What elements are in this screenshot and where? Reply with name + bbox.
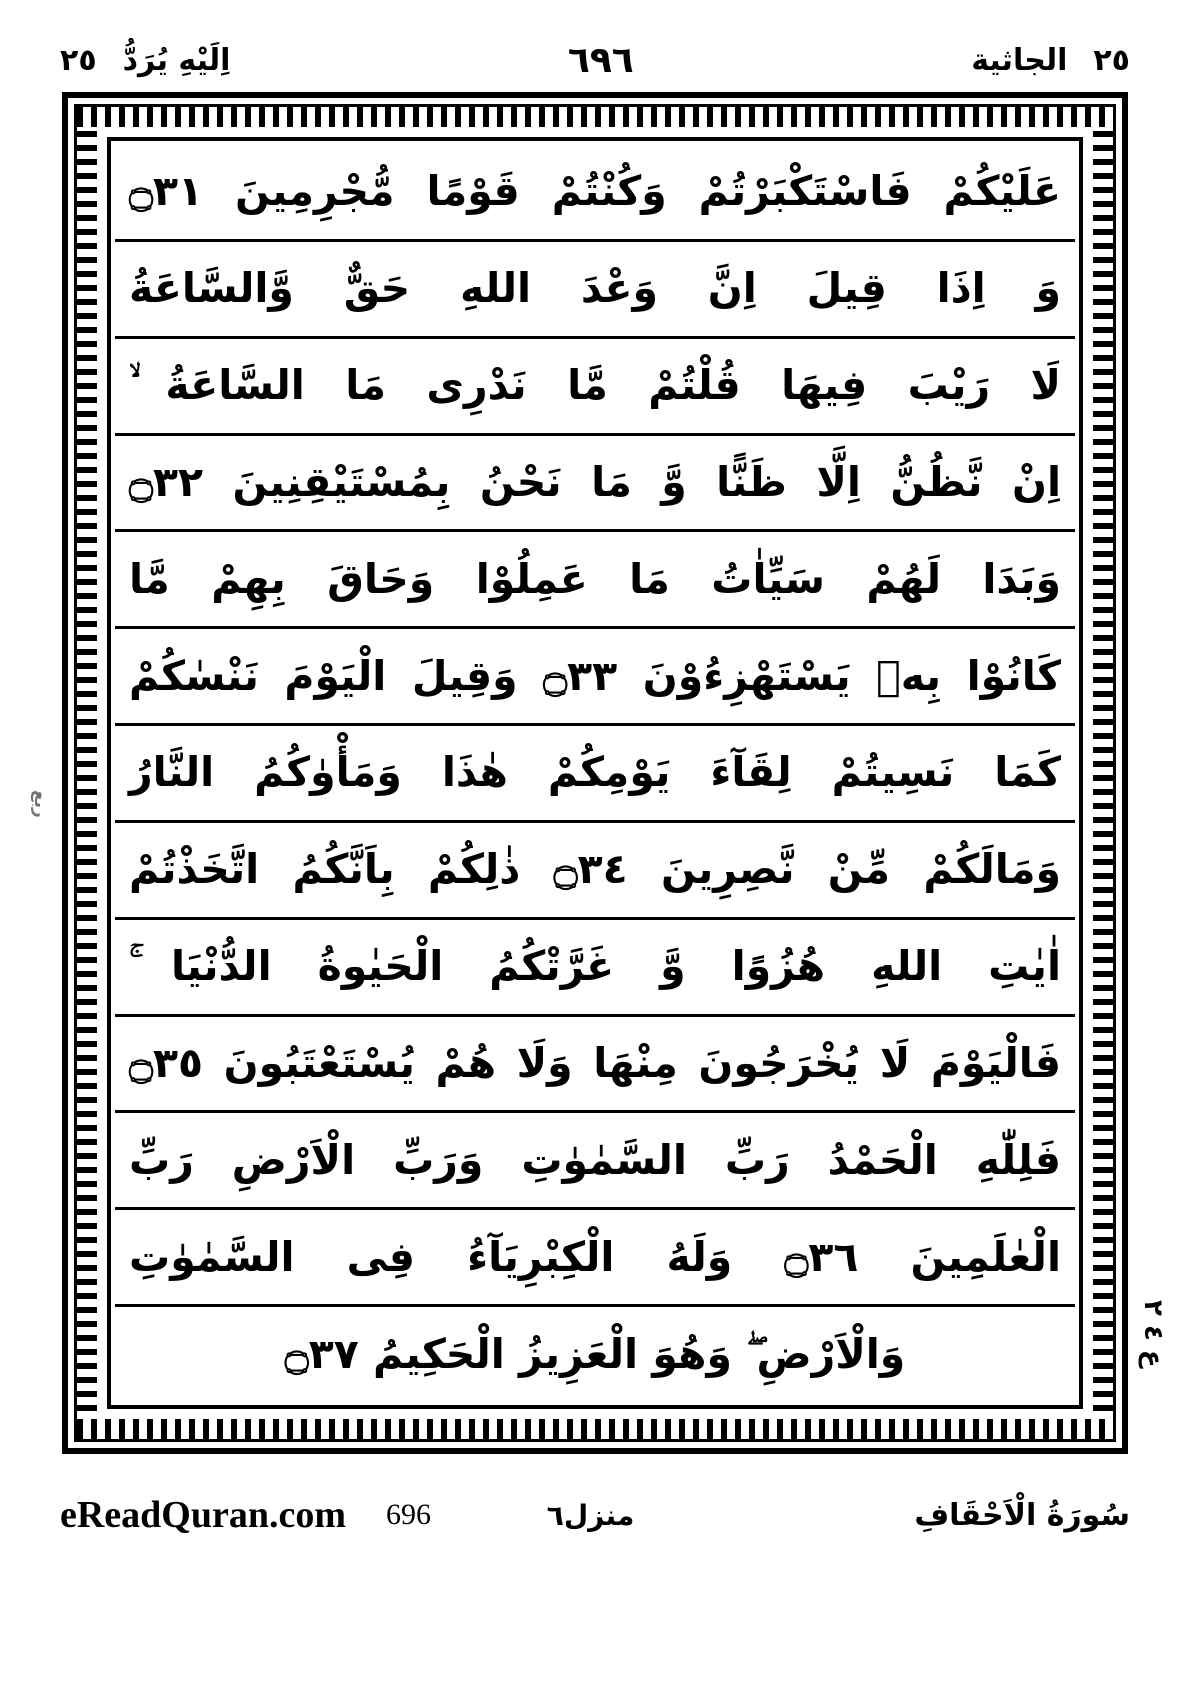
- quran-line: [115, 726, 1075, 823]
- quran-line: [115, 823, 1075, 920]
- frame-inner-border: [107, 137, 1083, 1409]
- quran-line-text: وَالْاَرْضِ ۖ وَهُوَ الْعَزِيزُ الْحَكِيمُ ۝٣٧: [284, 1329, 906, 1378]
- header-juz-number-left: ٢٥: [60, 42, 97, 78]
- quran-line: [115, 145, 1075, 242]
- ornamental-frame: [62, 92, 1128, 1454]
- margin-note-left: ربع: [30, 790, 50, 818]
- quran-line-text: وَمَالَكُمْ مِّنْ نَّصِرِينَ ۝٣٤ ذٰلِكُمْ بِاَنَّكُمُ اتَّخَذْتُمْ: [129, 845, 1061, 894]
- quran-line-text: اِنْ نَّظُنُّ اِلَّا ظَنًّا وَّ مَا نَحْنُ بِمُسْتَيْقِنِينَ ۝٣٢: [129, 457, 1061, 506]
- footer-surah-name: سُورَةُ الْاَحْقَافِ: [914, 1497, 1130, 1533]
- margin-note-right: ع ٤ ٢: [1138, 1300, 1168, 1368]
- quran-line: [115, 1113, 1075, 1210]
- footer-brand[interactable]: eReadQuran.com: [60, 1494, 347, 1536]
- quran-line-text: فَالْيَوْمَ لَا يُخْرَجُونَ مِنْهَا وَلَا هُمْ يُسْتَعْتَبُونَ ۝٣٥: [129, 1038, 1061, 1087]
- footer-right-group: [547, 1498, 1130, 1533]
- quran-line: [115, 920, 1075, 1017]
- quran-line: [115, 629, 1075, 726]
- quran-line-text: كَانُوْا بِهٖ يَسْتَهْزِءُوْنَ ۝٣٣ وَقِيلَ الْيَوْمَ نَنْسٰكُمْ: [129, 651, 1061, 700]
- quran-line-text: عَلَيْكُمْ فَاسْتَكْبَرْتُمْ وَكُنْتُمْ قَوْمًا مُّجْرِمِينَ ۝٣١: [129, 167, 1061, 216]
- quran-line: [115, 1017, 1075, 1114]
- frame-decorative-band: [74, 104, 1116, 1442]
- quran-line: [115, 436, 1075, 533]
- quran-line-text: فَلِلّٰهِ الْحَمْدُ رَبِّ السَّمٰوٰتِ وَرَبِّ الْاَرْضِ رَبِّ: [129, 1135, 1061, 1184]
- quran-line-text: كَمَا نَسِيتُمْ لِقَآءَ يَوْمِكُمْ هٰذَا وَمَأْوٰكُمُ النَّارُ: [129, 748, 1061, 797]
- footer-page-number: 696: [386, 1498, 432, 1531]
- footer-left-group: [60, 1493, 431, 1537]
- header-hizb-label: اِلَيْهِ يُرَدُّ: [122, 42, 231, 78]
- quran-line-text: وَبَدَا لَهُمْ سَيِّاٰتُ مَا عَمِلُوْا وَحَاقَ بِهِمْ مَّا: [129, 554, 1061, 603]
- quran-line: [115, 532, 1075, 629]
- header-surah-name: الجاثية: [971, 42, 1068, 78]
- quran-line-text: وَ اِذَا قِيلَ اِنَّ وَعْدَ اللهِ حَقٌّ وَّالسَّاعَةُ: [129, 264, 1061, 313]
- footer-manzil-label: منزل٦: [546, 1498, 635, 1532]
- header-juz-number-right: ٢٥: [1093, 42, 1130, 78]
- quran-line: [115, 339, 1075, 436]
- page-footer: [60, 1480, 1130, 1550]
- quran-line-text: لَا رَيْبَ فِيهَا قُلْتُمْ مَّا نَدْرِى مَا السَّاعَةُ ۙ: [129, 361, 1061, 410]
- header-page-number-arabic: ٦٩٦: [567, 39, 634, 81]
- header-left: [60, 43, 230, 78]
- header-right: [971, 43, 1130, 78]
- quran-line: [115, 242, 1075, 339]
- quran-text-block: [115, 145, 1075, 1401]
- quran-line-text: الْعٰلَمِينَ ۝٣٦ وَلَهُ الْكِبْرِيَآءُ فِى السَّمٰوٰتِ: [129, 1232, 1061, 1281]
- quran-line: [115, 1210, 1075, 1307]
- quran-line-text: اٰيٰتِ اللهِ هُزُوًا وَّ غَرَّتْكُمُ الْحَيٰوةُ الدُّنْيَا ۚ: [129, 942, 1061, 991]
- page-header: [60, 34, 1130, 86]
- quran-line: [115, 1307, 1075, 1401]
